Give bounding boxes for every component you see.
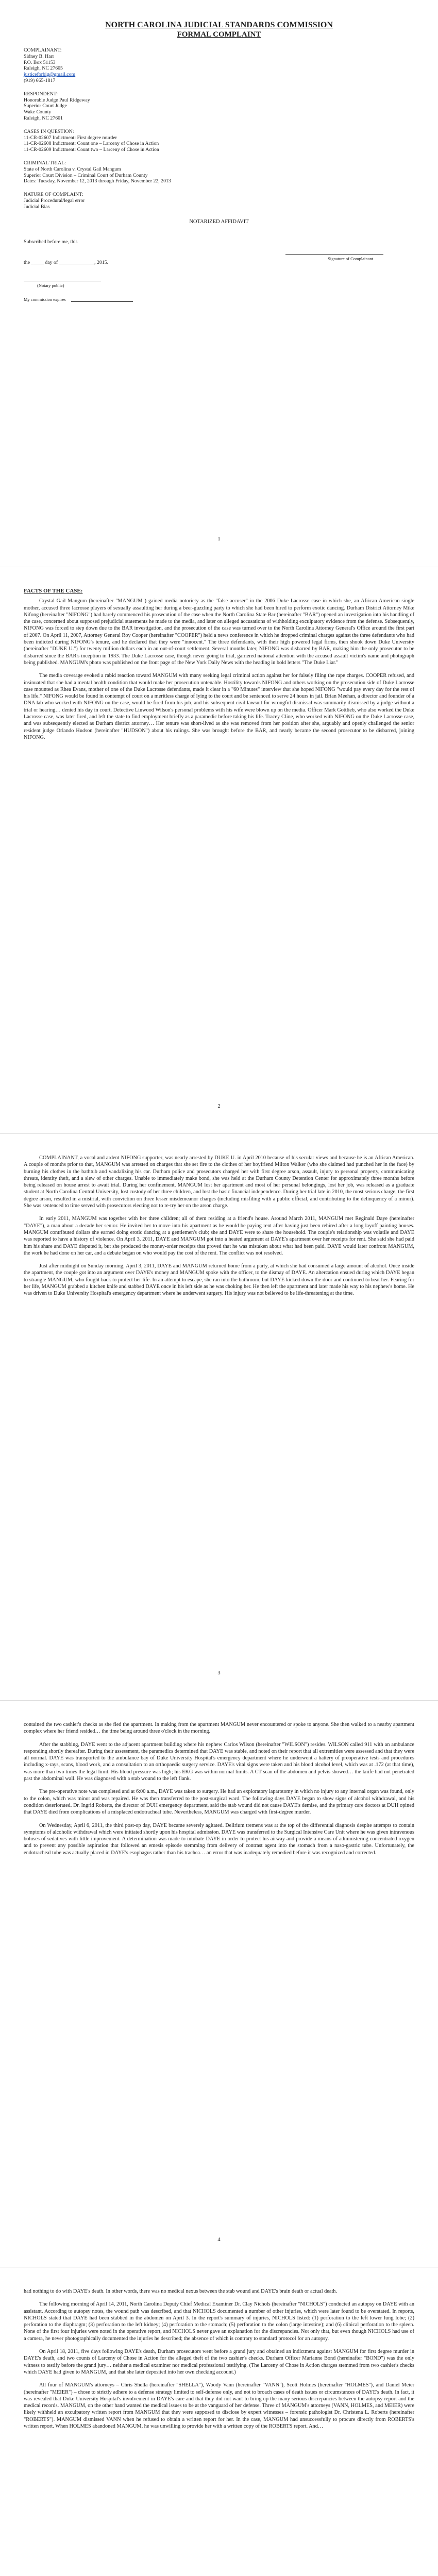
facts-heading: FACTS OF THE CASE:: [24, 588, 83, 594]
body-paragraph: The following morning of April 14, 2011, North Carolina Deputy Chief Medical Examiner Dr. Clay Nichols (hereinafter "NICHOLS") conducted an autopsy on DAYE with an assistant. According to autopsy notes, the wound path was described, and that NICHOLS documented a number of other injuries, which were later found to be overstated. In reports, NICHOLS stated that DAYE had been stabbed in the abdomen on April 3. In the report's summary of injuries, NICHOLS listed: (1) perforation to the left lower lung lobe; (2) perforation to the diaphragm; (3) perforation to the left kidney; (4) perforation to the stomach; (5) perforation to the colon (large intestine); and (6) clinical perforation to the spleen. None of the first four injuries were noted in the operative report, and NICHOLS never gave an explanation for the discrepancies. Not only that, but even though NICHOLS had use of a camera, he never photographically documented the injuries he described; the absence of which is contrary to standard protocol for an autopsy.: [24, 2301, 414, 2342]
page-3-content: [24, 1155, 414, 1670]
document-page-3: [0, 1134, 438, 1701]
complainant-signature-line: [285, 254, 383, 255]
complainant-line: P.O. Box 51153: [24, 59, 56, 65]
page-4-content: [24, 1721, 414, 2236]
nature-line: Judicial Bias: [24, 204, 50, 210]
nature-line: Judicial Procedural/legal error: [24, 197, 85, 204]
facts-paragraph: The media coverage evoked a rabid reaction toward MANGUM with many seeking legal criminal action against her for falsely filing the rape charges. COOPER refused, and insinuated that she had a mental health condition that would make her prosecution untenable. Hostility towards NIFONG and others working on the prosecution side of Duke Lacrosse case mounted as Rhea Evans, mother of one of the Duke Lacrosse defendants, made it clear in a "60 Minutes" interview that she hoped NIFONG "would pay every day for the rest of his life." NIFONG would be found in contempt of court on a meritless charge of lying to the court and be sentenced to serve 24 hours in jail. Brian Meehan, a director and founder of a DNA lab who worked with NIFONG on the case, would be fired from his job, and his subsequent civil lawsuit for wrongful dismissal was summarily dismissed by a judge without a trial or hearing… denied his day in court. Detective Linwood Wilson's personal problems with his wife were blown up on the media. Officer Mark Gottlieb, who also worked the Duke Lacrosse case, was later fired, and left the state to find employment briefly as a paramedic before taking his life. Tracey Cline, who worked with NIFONG on the Duke Lacrosse case, and was subsequently elected as Durham district attorney… Her tenure was short-lived as she was removed from her position after she, arguably and openly challenged the senior resident judge Orlando Hudson (hereinafter "HUDSON") about his rulings. She was brought before the BAR, and nearly became the second prosecutor to be disbarred, joining NIFONG.: [24, 673, 414, 740]
respondent-block: [24, 91, 414, 122]
criminal-trial-label: CRIMINAL TRIAL:: [24, 160, 66, 166]
body-paragraph: Just after midnight on Sunday morning, April 3, 2011, DAYE and MANGUM returned home from a party, at which she had consumed a large amount of alcohol. Once inside the apartment, the couple got into an argument over DAYE's money and MANGUM spoke with the officer, to the dismay of DAYE. An altercation ensued during which DAYE began to strangle MANGUM, who fought back to protect her life. In an attempt to escape, she ran into the bathroom, but DAYE kicked down the door and continued to beat her. Fearing for her life, MANGUM grabbed a kitchen knife and stabbed DAYE once in his left side as he was choking her. He then left the apartment and later made his way to his nephew's home. He was driven to Duke University Hospital's emergency department where he underwent surgery. His injury was not believed to be life-threatening at the time.: [24, 1263, 414, 1297]
body-paragraph: On Wednesday, April 6, 2011, the third post-op day, DAYE became severely agitated. Delirium tremens was at the top of the differential diagnosis despite attempts to contain symptoms of alcoholic withdrawal which were initiated shortly upon his hospital admission. DAYE was transferred to the Surgical Intensive Care Unit where he was given intravenous boluses of sedatives with little improvement. A determination was made to intubate DAYE in order to protect his airway and provide a means of administering concentrated oxygen and to prevent any possible aspiration that followed an emesis episode stemming from delivery of contrast agent into the stomach from a naso-gastric tube. Unfortunately, the endotracheal tube was actually placed in DAYE's esophagus rather than his trachea… an error that was inadequately remedied before it was recognized and corrected.: [24, 1822, 414, 1856]
case-line: 11-CR-02607 Indictment: First degree murder: [24, 134, 117, 141]
body-paragraph: In early 2011, MANGUM was together with her three children; all of them residing at a friend's house. Around March 2011, MANGUM met Reginald Daye (hereinafter "DAYE"), a man about a decade her senior. He invited her to move into his apartment as he would be paying rent after having just been rehired after a long layoff painting houses. MANGUM contributed dollars she earned doing erotic dancing at a gentlemen's club; she and DAYE were to share the household. The couple's relationship was volatile and DAYE was reported to have a history of violence. On April 3, 2011, DAYE and MANGUM got into a heated argument at DAYE's apartment over her receipts for rent. She said she had paid him his share and DAYE disputed it, but she produced the money-order receipts that proved that he was mistaken about what had been paid. DAYE would later confront MANGUM, the work he had done on her car, and a debate began on who would pay the cost of the rent. The conflict was not resolved.: [24, 1216, 414, 1256]
respondent-line: Wake County: [24, 109, 52, 115]
case-line: 11-CR-02608 Indictment: Count one – Larceny of Chose in Action: [24, 141, 159, 147]
body-paragraph: On April 18, 2011, five days following DAYE's death, Durham prosecutors went before a grand jury and obtained an indictment against MANGUM for first degree murder in DAYE's death, and two counts of Larceny of Chose in Action for the alleged theft of the two cashier's checks. Durham Officer Marianne Bond (hereinafter "BOND") was the only witness to testify before the grand jury… neither a medical examiner nor medical professional testifying. (The Larceny of Chose in Action charges stemmed from two cashier's checks which DAYE had given to MANGUM, and that she later deposited into her own checking account.): [24, 2349, 414, 2375]
page-number: 3: [217, 1670, 221, 1676]
page-1-content: [24, 21, 414, 536]
respondent-line: Honorable Judge Paul Ridgeway: [24, 97, 90, 103]
document-page-1: [0, 0, 438, 567]
complainant-block: [24, 47, 414, 84]
subscribed-text: Subscribed before me, this: [24, 239, 78, 245]
page-number: 1: [217, 536, 221, 542]
complainant-line: Raleigh, NC 27605: [24, 65, 63, 72]
signature-label: Signature of Complainant: [328, 256, 373, 261]
body-paragraph: All four of MANGUM's attorneys – Chris Shella (hereinafter "SHELLA"), Woody Vann (hereinafter "VANN"), Scott Holmes (hereinafter "HOLMES"), and Daniel Meier (hereinafter "MEIER") – chose to strictly adhere to a defense strategy limited to self-defense only, and not to broach cases of death issues or circumstances of DAYE's death. In fact, it was revealed that Duke University Hospital's involvement in DAYE's care and that they did not want to bring up the many serious discrepancies between the autopsy report and the medical records. MANGUM, on the other hand wanted the medical issues to be at the vanguard of her defense. Three of MANGUM's attorneys (VANN, HOLMES, and MEIER) were likely withheld an exculpatory written report from MANGUM that they were supposed to disclose by expert witnesses – forensic pathologist Dr. Christena L. Roberts (hereinafter "ROBERTS"). MANGUM dismissed VANN when he refused to obtain a written report for her. In the case, MANGUM had unsuccessfully to procure directly from ROBERTS's written report. When HOLMES abandoned MANGUM, he was unwilling to provide her with a written copy of the ROBERTS report. And…: [24, 2382, 414, 2430]
criminal-trial-line: Superior Court Division – Criminal Court of Durham County: [24, 172, 148, 178]
respondent-line: Superior Court Judge: [24, 103, 67, 109]
page-2-content: [24, 588, 414, 1103]
body-paragraph: The pre-operative note was completed and at 6:00 a.m., DAYE was taken to surgery. He had an exploratory laparotomy in which no injury to any internal organ was found, only to the colon, which was minor and was repaired. He was then transferred to the post-surgical ward. The following days DAYE began to show signs of alcohol withdrawal, and his condition deteriorated. Dr. Ingrid Roberts, the director of DUH emergency department, said the stab wound did not cause DAYE's demise, and the primary care doctors at DUH opined that DAYE died from complications of a misplaced endotracheal tube. Nevertheless, MANGUM was charged with first-degree murder.: [24, 1789, 414, 1816]
cases-block: [24, 129, 414, 153]
date-line: the _____ day of ______________, 2015.: [24, 259, 109, 265]
body-paragraph: After the stabbing, DAYE went to the adjacent apartment building where his nephew Carlos Wilson (hereinafter "WILSON") resides. WILSON called 911 with an ambulance responding shortly thereafter. During their assessment, the paramedics determined that DAYE was stable, and noted on their report that all extremities were assessed and that they were all normal. DAYE was transported to the ambulance bay of Duke University Hospital's emergency department where he underwent a battery of preoperative tests and procedures including x-rays, scans, blood work, and a consultation to an orthopaedic surgery service. DAYE's vital signs were taken and his blood alcohol level, which was at .172 (at that time), was more than two times the legal limit. His blood pressure was high; his EKG was within normal limits. A CT scan of the abdomen and pelvis showed… the knife had not penetrated past the abdominal wall. He was diagnosed with a stab wound to the left flank.: [24, 1741, 414, 1782]
document-page-4: [0, 1701, 438, 2267]
nature-label: NATURE OF COMPLAINT:: [24, 192, 83, 198]
nature-block: [24, 192, 414, 210]
body-paragraph: COMPLAINANT, a vocal and ardent NIFONG supporter, was nearly arrested by DUKE U. in April 2010 because of his secular views and because he is an African American. A couple of months prior to that, MANGUM was arrested on charges that she set fire to the clothes of her boyfriend Milton Walker (who she claimed had punched her in the face) by burning his clothes in the bathtub and vandalizing his car. Durham police and prosecutors charged her with first degree arson, assault, injury to personal property, communicating threats, identity theft, and a slew of other charges. Unable to immediately make bond, she was held at the Durham County Detention Center for approximately three months before being released on house arrest to await trial. During her confinement, MANGUM lost her apartment and most of her personal belongings, lost her job, was released as a graduate student at North Carolina Central University, lost custody of her three children, and lost the basic financial independence. During her trial late in 2010, the most serious charge, the first degree arson, resulted in a mistrial, with conviction on three lesser misdemeanor charges (including misfiling with a public official, and contributing to the delinquency of a minor). She was sentenced to time served with prosecutors electing not to re-try her on the arson charge.: [24, 1155, 414, 1209]
page-number: 2: [217, 1104, 221, 1109]
document-page-5: [0, 2267, 438, 2576]
commission-expires-line: [71, 301, 133, 302]
complainant-line: Sidney B. Harr: [24, 53, 55, 59]
complainant-label: COMPLAINANT:: [24, 47, 62, 53]
criminal-trial-block: [24, 160, 414, 184]
cases-label: CASES IN QUESTION:: [24, 128, 74, 134]
respondent-label: RESPONDENT:: [24, 91, 58, 97]
criminal-trial-line: Dates: Tuesday, November 12, 2013 through Friday, November 22, 2013: [24, 178, 171, 184]
notarized-affidavit-title: NOTARIZED AFFIDAVIT: [189, 218, 249, 225]
body-paragraph: contained the two cashier's checks as she fled the apartment. In making from the apartment MANGUM never encountered or spoke to anyone. She then walked to a nearby apartment complex where her friend resided… the time being around three o'clock in the morning.: [24, 1722, 414, 1735]
notary-signature-area: [24, 239, 414, 316]
document-title: NORTH CAROLINA JUDICIAL STANDARDS COMMISSION: [105, 21, 333, 29]
criminal-trial-line: State of North Carolina v. Crystal Gail Mangum: [24, 166, 121, 172]
body-paragraph: had nothing to do with DAYE's death. In other words, there was no medical nexus between the stab wound and DAYE's brain death or actual death.: [24, 2289, 338, 2294]
facts-paragraph: Crystal Gail Mangum (hereinafter "MANGUM") gained media notoriety as the "false accuser" in the 2006 Duke Lacrosse case in which she, an African American single mother, accused three lacrosse players of sexually assaulting her during a beer-guzzling party to which she had been hired to perform exotic dancing. Durham District Attorney Mike Nifong (hereinafter "NIFONG") had barely commenced his prosecution of the case when the North Carolina State Bar (hereinafter "BAR") opened an investigation into his handling of the case, concerned about supposed prejudicial statements he made to the media, and later on alleged accusations of withholding exculpatory evidence from the defense. Subsequently, NIFONG was forced to step down due to the BAR investigation, and the prosecution of the case was turned over to the North Carolina Attorney General's Office around the first part of 2007. On April 11, 2007, Attorney General Roy Cooper (hereinafter "COOPER") held a news conference in which he dropped criminal charges against the three defendants who had been indicted during NIFONG's tenure, and he declared that they were "innocent." The three defendants, with their high powered legal firms, then shook down Duke University (hereinafter "DUKE U.") for twenty million dollars each in an out-of-court settlement. Several months later, NIFONG was disbarred by BAR, making him the only prosecutor to be disbarred since the BAR's inception in 1933. The Duke Lacrosse case, though never going to trial, garnered national attention with the accused assault victim's name and photograph being published. MANGUM's photo was published on the front page of the New York Daily News with the heading in bold letters "The Duke Liar.": [24, 598, 414, 666]
complainant-email-link[interactable]: justiceforbig@gmail.com: [24, 72, 76, 78]
commission-expires-label: My commission expires: [24, 296, 66, 302]
page-number: 4: [217, 2237, 221, 2243]
page-5-content: [24, 2288, 414, 2576]
document-page-2: [0, 567, 438, 1134]
notary-public-label: (Notary public): [37, 282, 64, 288]
document-subtitle: FORMAL COMPLAINT: [177, 30, 261, 39]
case-line: 11-CR-02609 Indictment: Count two – Larceny of Chose in Action: [24, 147, 159, 153]
complainant-line: (919) 665-1817: [24, 77, 56, 83]
respondent-line: Raleigh, NC 27601: [24, 115, 63, 121]
